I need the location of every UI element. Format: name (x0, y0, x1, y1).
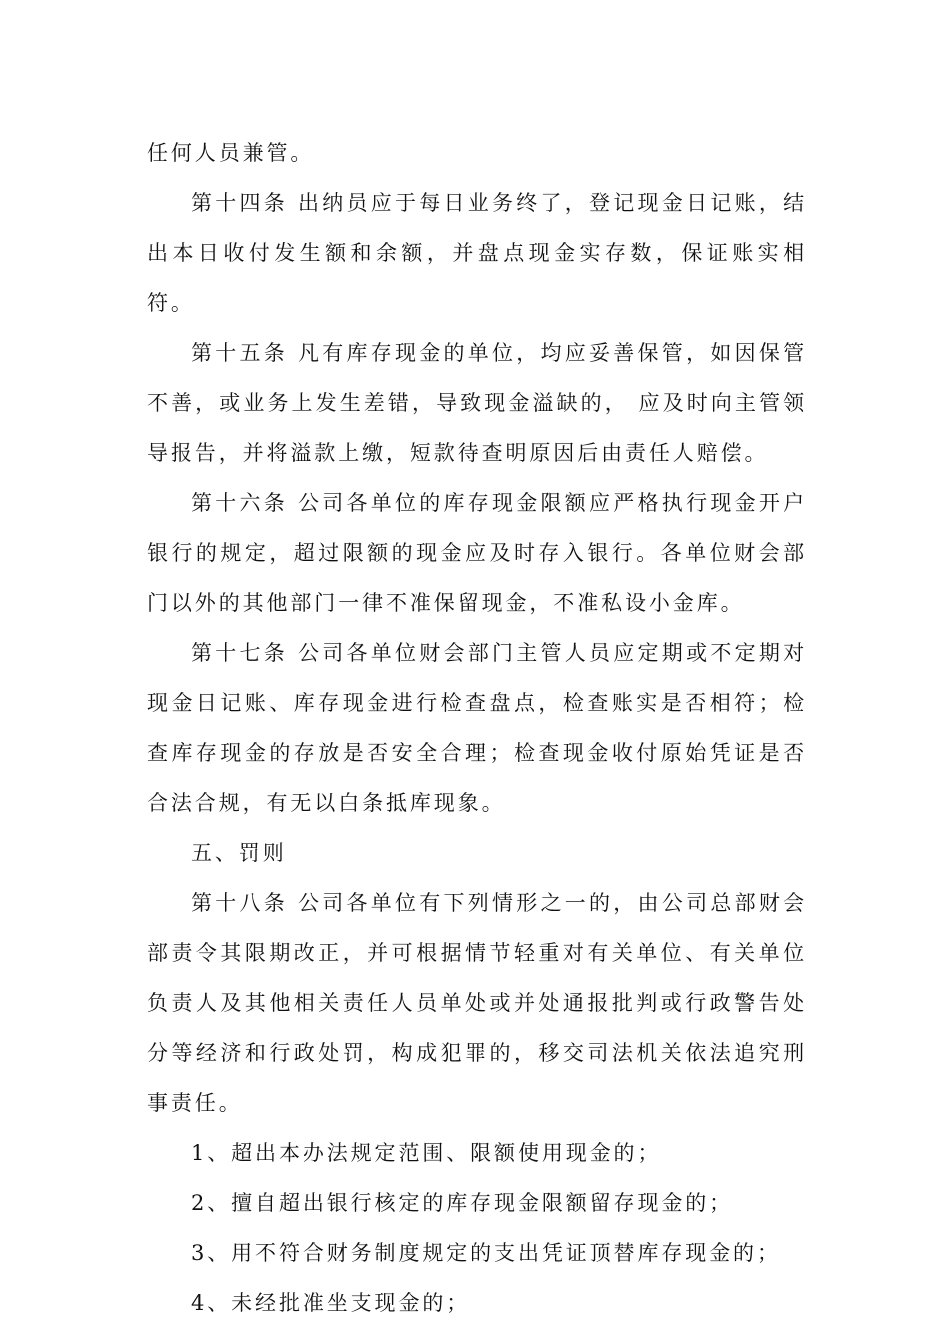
list-item-1: 1、超出本办法规定范围、限额使用现金的； (191, 1141, 662, 1165)
article-17: 第十七条 公司各单位财会部门主管人员应定期或不定期对现金日记账、库存现金进行检查盘点，检查账实是否相符；检查库存现金的存放是否安全合理；检查现金收付原始凭证是否合法合规，有无以白条抵库现象。 (147, 641, 807, 815)
list-item-3: 3、用不符合财务制度规定的支出凭证顶替库存现金的； (191, 1241, 781, 1265)
article-18: 第十八条 公司各单位有下列情形之一的，由公司总部财会部责令其限期改正，并可根据情节轻重对有关单位、有关单位负责人及其他相关责任人员单处或并处通报批判或行政警告处分等经济和行政处罚，构成犯罪的，移交司法机关依法追究刑事责任。 (147, 891, 807, 1115)
paragraph-continuation: 任何人员兼管。 (147, 141, 315, 165)
article-16: 第十六条 公司各单位的库存现金限额应严格执行现金开户银行的规定，超过限额的现金应及时存入银行。各单位财会部门以外的其他部门一律不准保留现金，不准私设小金库。 (147, 491, 807, 615)
article-15: 第十五条 凡有库存现金的单位，均应妥善保管，如因保管不善，或业务上发生差错，导致现金溢缺的， 应及时向主管领导报告，并将溢款上缴，短款待查明原因后由责任人赔偿。 (147, 341, 807, 465)
list-item-4: 4、未经批准坐支现金的； (191, 1291, 471, 1315)
document-body (147, 128, 807, 1328)
section-heading-penalties: 五、罚则 (191, 841, 287, 865)
list-item-2: 2、擅自超出银行核定的库存现金限额留存现金的； (191, 1191, 734, 1215)
article-14: 第十四条 出纳员应于每日业务终了，登记现金日记账，结出本日收付发生额和余额，并盘点现金实存数，保证账实相符。 (147, 191, 807, 315)
